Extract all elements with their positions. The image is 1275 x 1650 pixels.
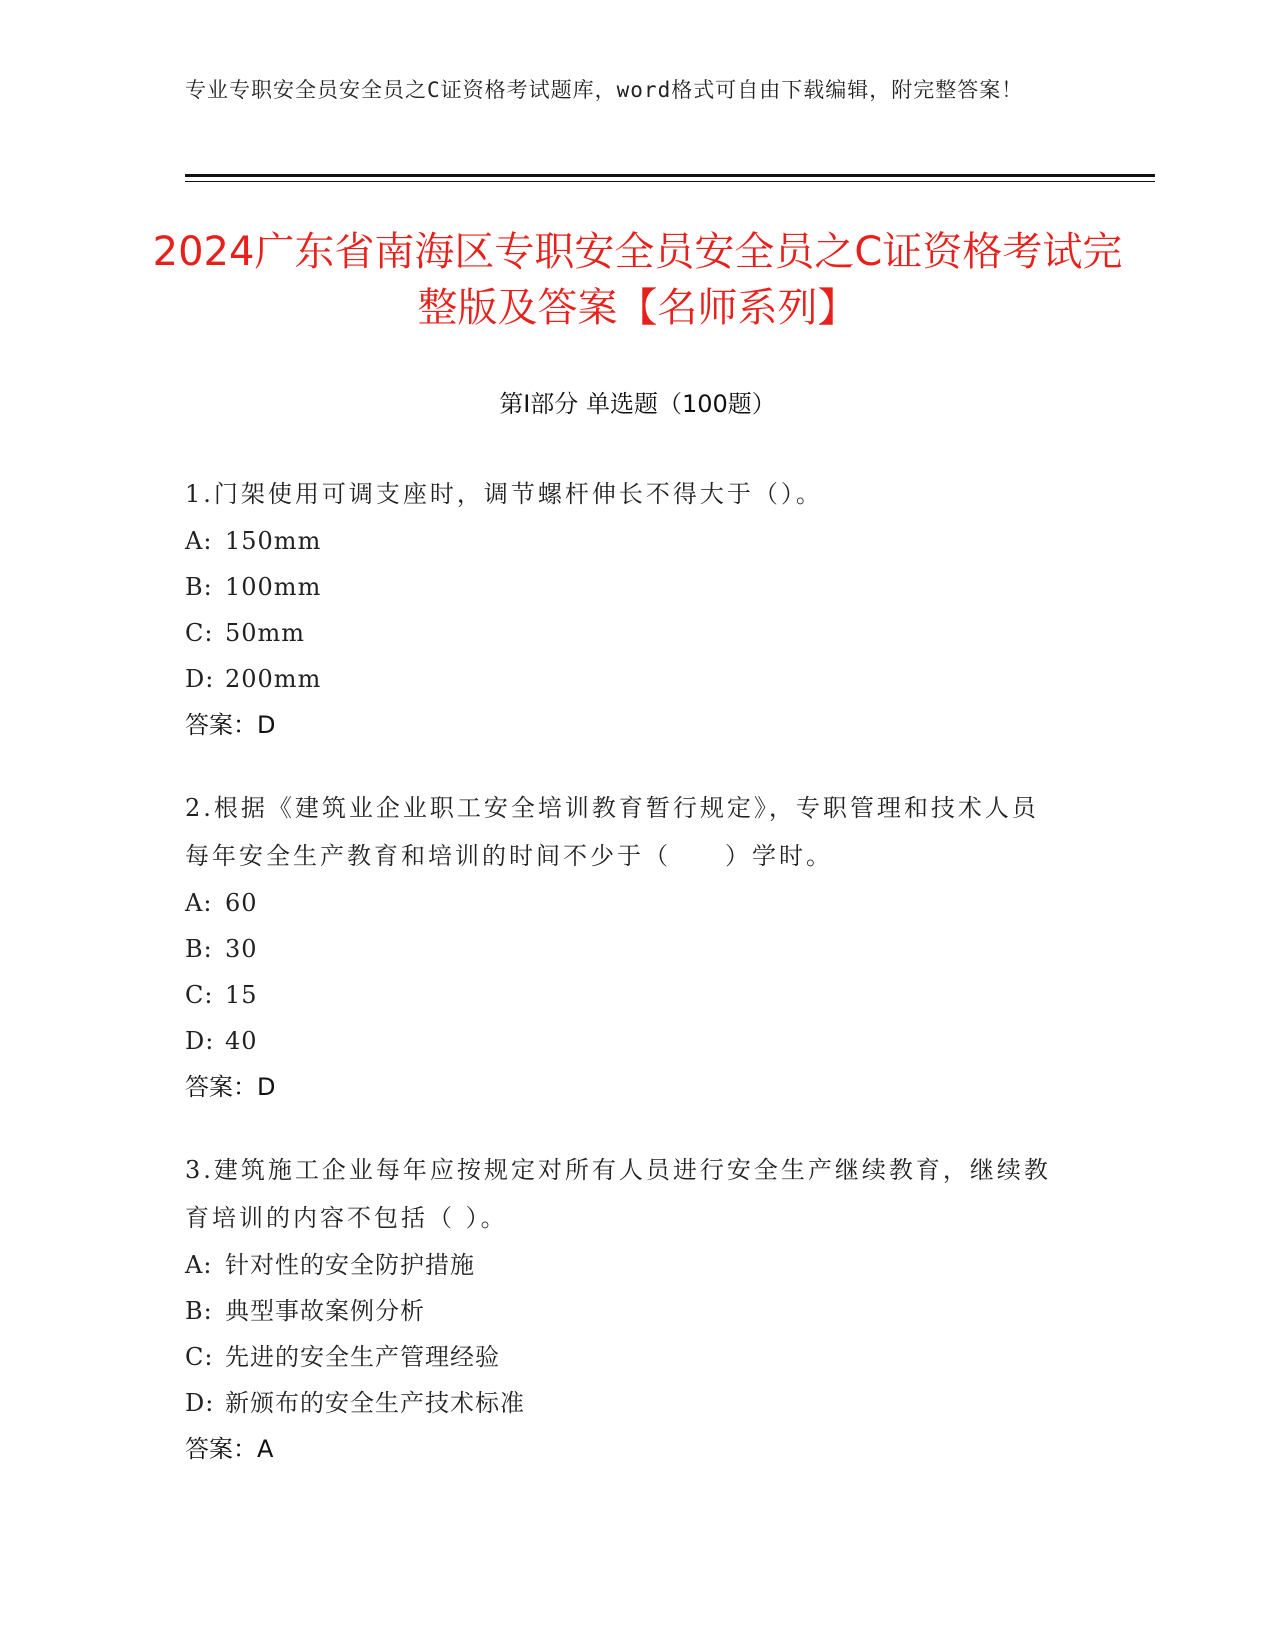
- question-3: [185, 1146, 1065, 1472]
- option-label: A:: [185, 889, 213, 917]
- option-a: [185, 880, 1065, 926]
- option-d: [185, 656, 1065, 702]
- option-d: [185, 1018, 1065, 1064]
- answer-line: [185, 1426, 1065, 1472]
- header-divider-thin: [185, 181, 1155, 182]
- option-label: D:: [185, 1389, 215, 1417]
- option-text: 针对性的安全防护措施: [225, 1251, 475, 1279]
- option-label: C:: [185, 619, 214, 647]
- option-label: C:: [185, 1343, 214, 1371]
- answer-line: [185, 702, 1065, 748]
- answer-prefix: 答案：: [185, 1073, 257, 1101]
- option-text: 新颁布的安全生产技术标准: [225, 1389, 525, 1417]
- answer-value: D: [257, 1073, 276, 1101]
- option-text: 100mm: [225, 573, 322, 601]
- option-text: 15: [225, 981, 258, 1009]
- header-note: 专业专职安全员安全员之C证资格考试题库，word格式可自由下载编辑，附完整答案！: [185, 78, 1024, 102]
- option-text: 典型事故案例分析: [225, 1297, 425, 1325]
- option-d: [185, 1380, 1065, 1426]
- question-2: [185, 784, 1065, 1110]
- document-title: 2024广东省南海区专职安全员安全员之C证资格考试完整版及答案【名师系列】: [152, 229, 1123, 331]
- option-text: 150mm: [225, 527, 322, 555]
- option-label: B:: [185, 1297, 213, 1325]
- option-text: 30: [225, 935, 258, 963]
- answer-value: D: [257, 711, 276, 739]
- answer-prefix: 答案：: [185, 711, 257, 739]
- option-c: [185, 972, 1065, 1018]
- header-divider-thick: [185, 174, 1155, 177]
- option-label: B:: [185, 935, 213, 963]
- option-text: 40: [225, 1027, 258, 1055]
- option-label: B:: [185, 573, 213, 601]
- question-stem: 2.根据《建筑业企业职工安全培训教育暂行规定》，专职管理和技术人员每年安全生产教育和培训的时间不少于（ ）学时。: [185, 794, 1039, 870]
- option-a: [185, 1242, 1065, 1288]
- option-label: D:: [185, 665, 215, 693]
- option-a: [185, 518, 1065, 564]
- answer-prefix: 答案：: [185, 1435, 257, 1463]
- question-1: [185, 470, 1065, 748]
- option-b: [185, 926, 1065, 972]
- option-text: 50mm: [225, 619, 306, 647]
- option-c: [185, 610, 1065, 656]
- option-text: 60: [225, 889, 258, 917]
- section-title: 第Ⅰ部分 单选题（100题）: [499, 390, 776, 418]
- question-list: [185, 470, 1065, 1508]
- option-b: [185, 564, 1065, 610]
- question-stem: 1.门架使用可调支座时，调节螺杆伸长不得大于（）。: [185, 480, 823, 508]
- option-text: 先进的安全生产管理经验: [225, 1343, 500, 1371]
- option-label: A:: [185, 527, 213, 555]
- answer-line: [185, 1064, 1065, 1110]
- option-label: A:: [185, 1251, 213, 1279]
- option-c: [185, 1334, 1065, 1380]
- option-text: 200mm: [225, 665, 322, 693]
- option-label: D:: [185, 1027, 215, 1055]
- answer-value: A: [257, 1435, 274, 1463]
- option-label: C:: [185, 981, 214, 1009]
- question-stem: 3.建筑施工企业每年应按规定对所有人员进行安全生产继续教育，继续教育培训的内容不包括（ ）。: [185, 1156, 1051, 1232]
- option-b: [185, 1288, 1065, 1334]
